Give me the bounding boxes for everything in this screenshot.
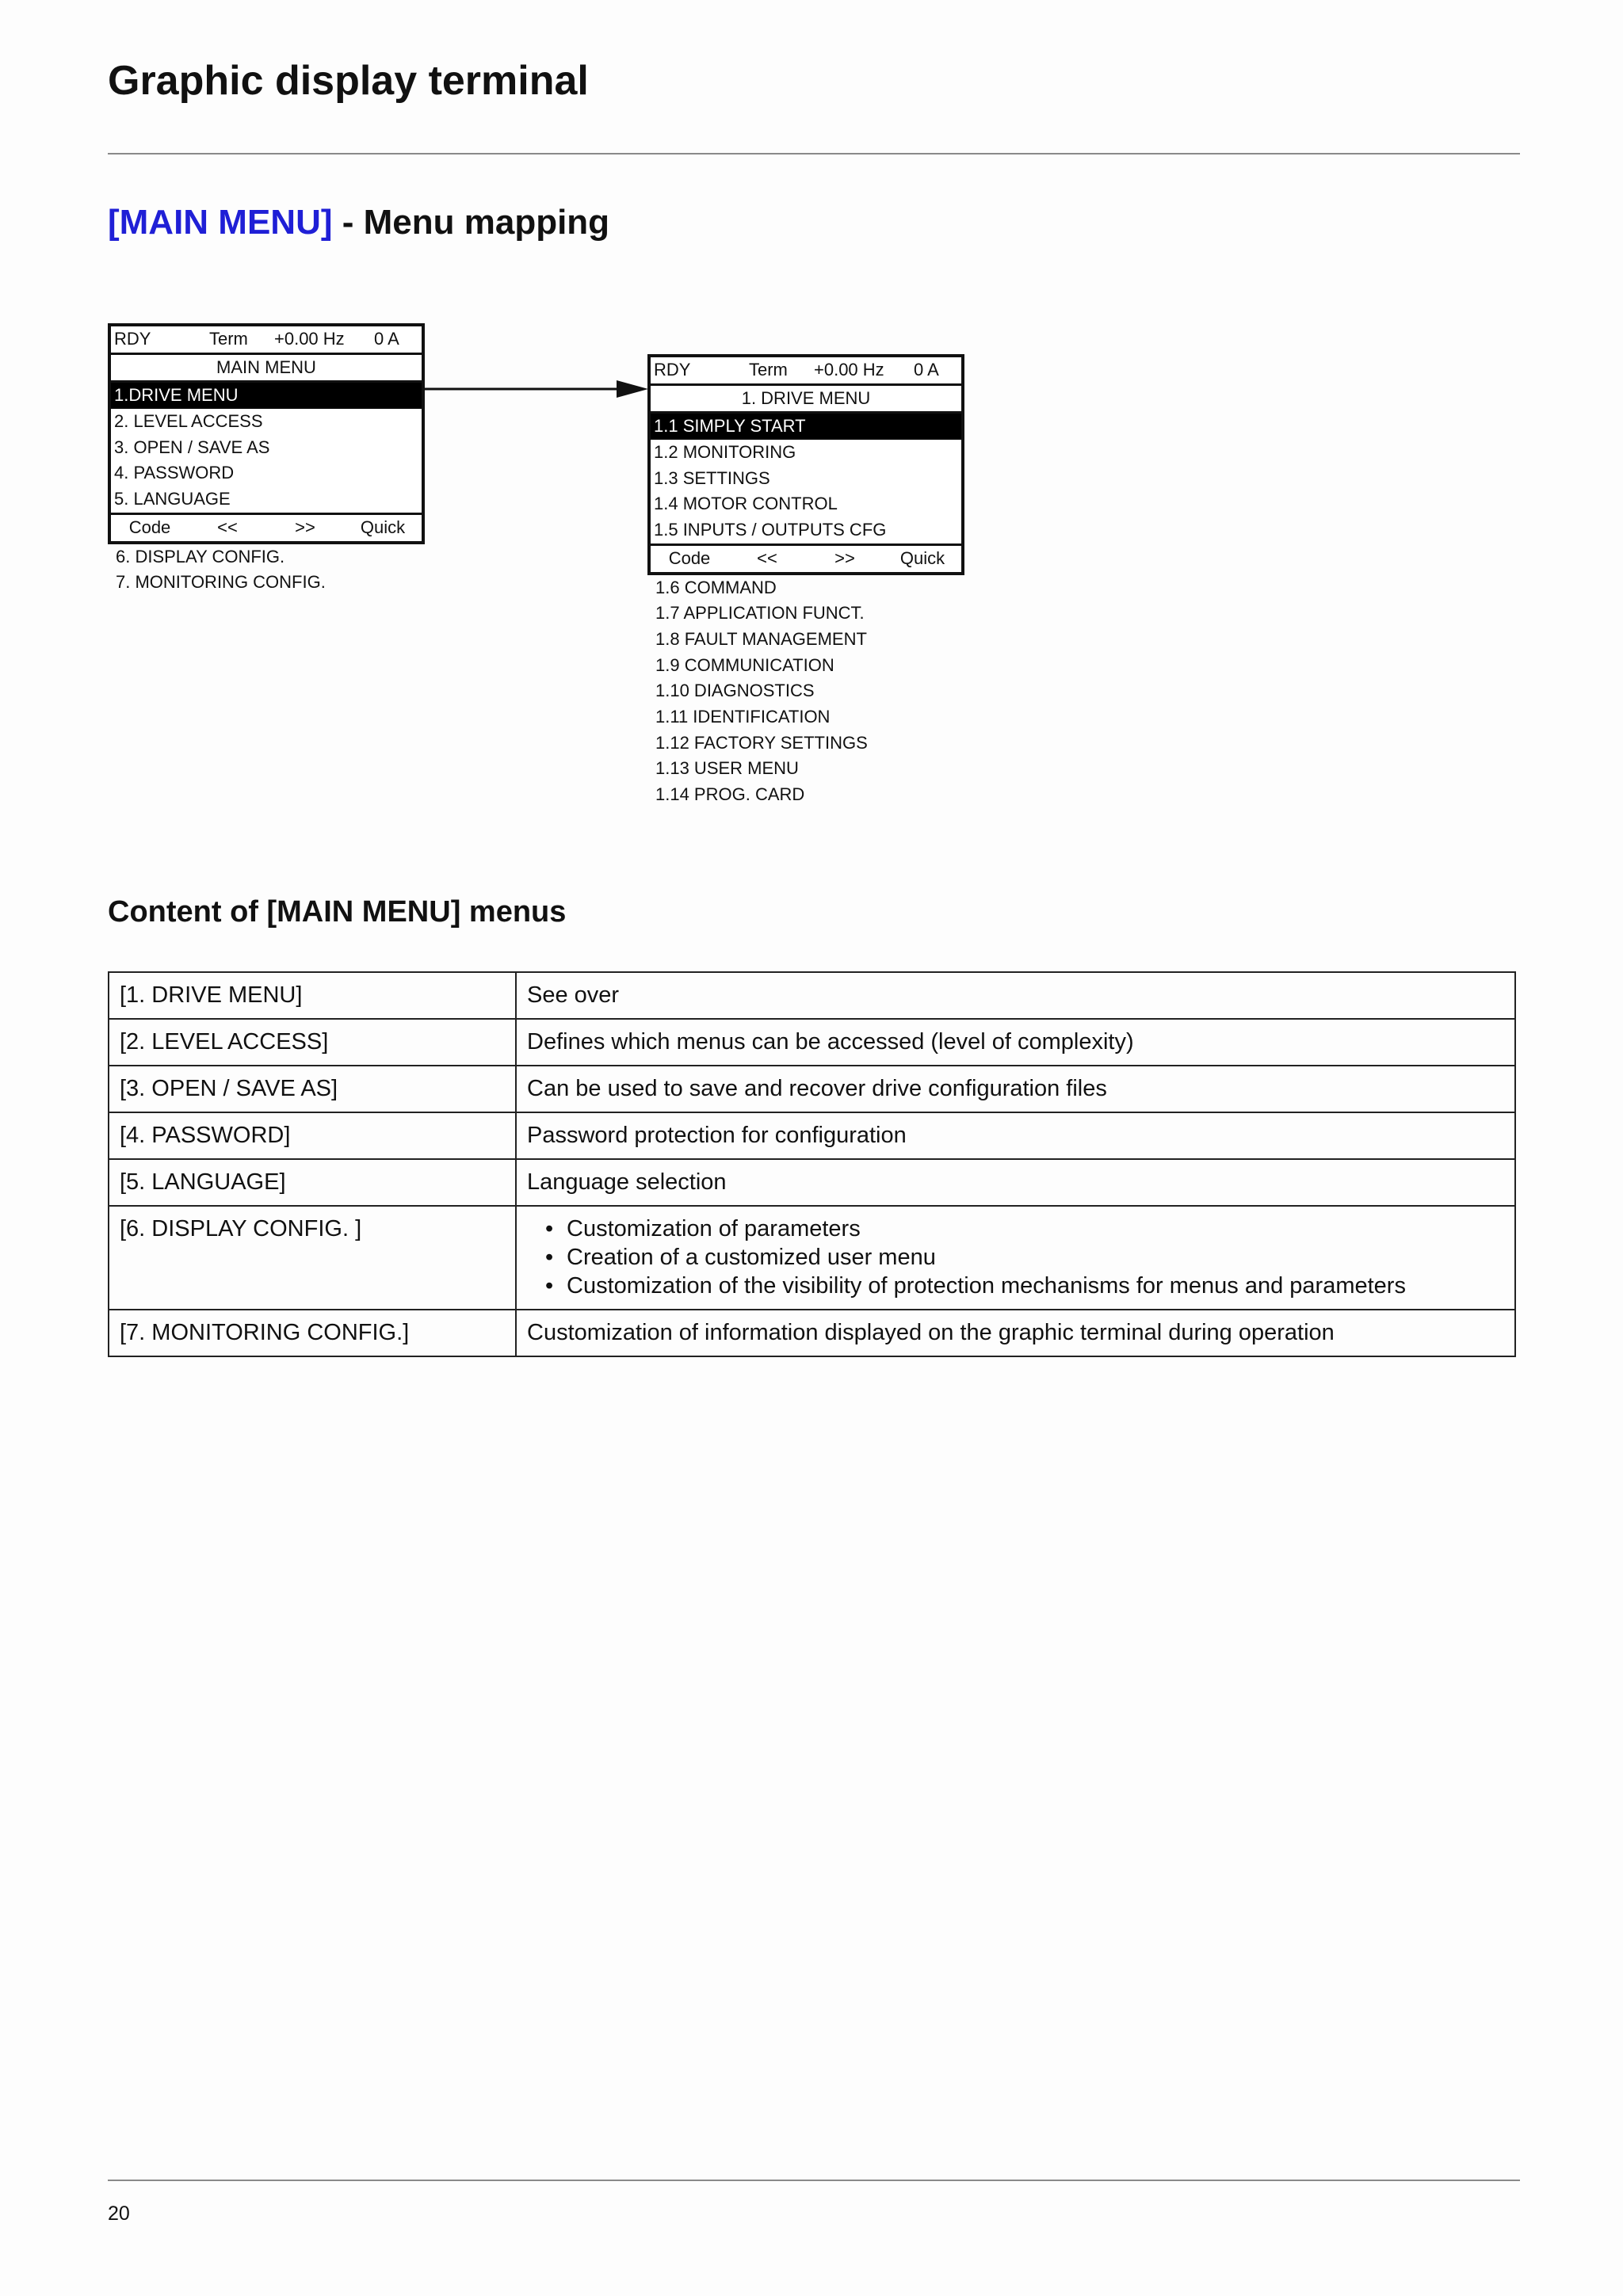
control-channel: Term	[209, 329, 248, 349]
menu-name-cell: [1. DRIVE MENU]	[109, 972, 516, 1019]
table-row	[109, 1310, 1515, 1356]
menu-name-cell: [7. MONITORING CONFIG.]	[109, 1310, 516, 1356]
bullet-item: • Customization of parameters	[567, 1215, 1504, 1243]
description-cell: Language selection	[516, 1159, 1515, 1206]
menu-item: 7. MONITORING CONFIG.	[116, 572, 326, 593]
menu-name-cell: [2. LEVEL ACCESS]	[109, 1019, 516, 1066]
content-section-title: Content of [MAIN MENU] menus	[108, 895, 567, 929]
table-row	[109, 1206, 1515, 1310]
quick-key[interactable]: Quick	[899, 547, 945, 568]
output-current: 0 A	[374, 329, 399, 349]
next-key[interactable]: >>	[295, 517, 315, 537]
menu-item[interactable]: 3. OPEN / SAVE AS	[114, 437, 270, 457]
menu-item[interactable]: 1.2 MONITORING	[654, 442, 796, 463]
function-key-bar	[651, 543, 961, 572]
table-row	[109, 1066, 1515, 1112]
section-title-bracket: [MAIN MENU]	[108, 203, 333, 242]
menu-item[interactable]: 1.4 MOTOR CONTROL	[654, 494, 838, 514]
function-key-bar	[111, 513, 422, 541]
bullet-list	[527, 1215, 1504, 1300]
previous-key[interactable]: <<	[217, 517, 238, 537]
menu-item[interactable]: 1.1 SIMPLY START	[651, 414, 961, 440]
menu-item[interactable]: 4. PASSWORD	[114, 463, 235, 483]
menu-name-cell: [4. PASSWORD]	[109, 1112, 516, 1159]
table-row	[109, 972, 1515, 1019]
menu-item[interactable]: 1.3 SETTINGS	[654, 467, 770, 488]
description-cell: Defines which menus can be accessed (level of complexity)	[516, 1019, 1515, 1066]
menu-name-cell: [6. DISPLAY CONFIG. ]	[109, 1206, 516, 1310]
menu-item[interactable]: 5. LANGUAGE	[114, 489, 231, 509]
menu-title: MAIN MENU	[111, 355, 422, 383]
table-row	[109, 1112, 1515, 1159]
terminal-status-bar	[111, 326, 422, 355]
drive-state: RDY	[114, 329, 151, 349]
menu-name-cell: [3. OPEN / SAVE AS]	[109, 1066, 516, 1112]
hidden-menu-items	[647, 575, 964, 808]
terminal-status-bar	[651, 357, 961, 386]
menu-item: 1.6 COMMAND	[655, 577, 777, 597]
control-channel: Term	[749, 360, 788, 379]
quick-key[interactable]: Quick	[360, 517, 406, 537]
menu-name-cell: [5. LANGUAGE]	[109, 1159, 516, 1206]
page-number: 20	[108, 2203, 130, 2225]
menu-item: 1.8 FAULT MANAGEMENT	[655, 628, 867, 649]
menu-item: 6. DISPLAY CONFIG.	[116, 546, 285, 566]
menu-item: 1.14 PROG. CARD	[655, 784, 805, 804]
description-cell: Customization of information displayed on the graphic terminal during operation	[516, 1310, 1515, 1356]
section-title-text: - Menu mapping	[332, 203, 610, 242]
hidden-menu-items	[108, 544, 425, 596]
menu-item[interactable]: 1.DRIVE MENU	[111, 383, 422, 409]
description-cell: See over	[516, 972, 1515, 1019]
menu-item: 1.9 COMMUNICATION	[655, 654, 834, 675]
menu-item: 1.13 USER MENU	[655, 758, 799, 779]
drive-menu-screen	[647, 354, 964, 575]
main-menu-terminal	[108, 323, 425, 596]
code-key[interactable]: Code	[128, 517, 171, 537]
table-row	[109, 1159, 1515, 1206]
page-title: Graphic display terminal	[108, 58, 589, 104]
main-menu-content-table	[108, 971, 1516, 1357]
menu-item[interactable]: 2. LEVEL ACCESS	[114, 411, 263, 432]
table-row	[109, 1019, 1515, 1066]
description-cell: Password protection for configuration	[516, 1112, 1515, 1159]
bullet-item: • Creation of a customized user menu	[567, 1243, 1504, 1272]
menu-item: 1.10 DIAGNOSTICS	[655, 681, 815, 701]
menu-item: 1.12 FACTORY SETTINGS	[655, 732, 868, 753]
previous-key[interactable]: <<	[757, 547, 777, 568]
next-key[interactable]: >>	[834, 547, 855, 568]
menu-item: 1.7 APPLICATION FUNCT.	[655, 603, 865, 624]
drive-state: RDY	[654, 360, 691, 379]
drive-menu-terminal	[647, 354, 964, 808]
description-cell: Can be used to save and recover drive configuration files	[516, 1066, 1515, 1112]
menu-item: 1.11 IDENTIFICATION	[655, 706, 831, 727]
footer-divider	[108, 2180, 1520, 2181]
code-key[interactable]: Code	[668, 547, 711, 568]
bullet-item: • Customization of the visibility of protection mechanisms for menus and parameters	[567, 1272, 1504, 1300]
description-cell	[516, 1206, 1515, 1310]
output-current: 0 A	[914, 360, 939, 379]
output-frequency: +0.00 Hz	[814, 360, 884, 379]
main-menu-screen	[108, 323, 425, 544]
menu-item[interactable]: 1.5 INPUTS / OUTPUTS CFG	[654, 520, 887, 540]
output-frequency: +0.00 Hz	[274, 329, 345, 349]
menu-title: 1. DRIVE MENU	[651, 386, 961, 414]
